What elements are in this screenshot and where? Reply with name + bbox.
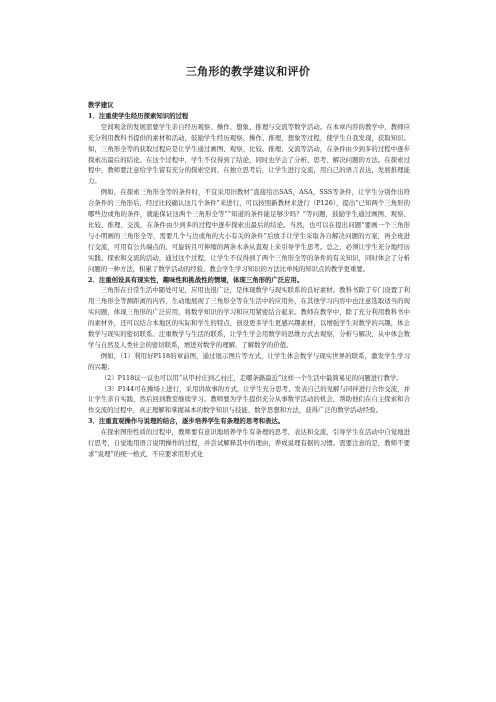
paragraph-2: 例如，在探索三角形全等的条件时，不宜采用旧教材“直接给出SAS，ASA，SSS等条件，让学生分别作出符合条件的三角形后，经过比较确认这几个条件”来进行，可以按照新教材来进行（P126），提出“已知两个三角形的哪些边或角的条件，就能保证这两个三角形全等”“知道的条件能足够少吗？”等问题，鼓励学生通过画图、观察、比较、推理、交流，在条件由少到多的过程中逐步探索出最后的结论。当然，也可以在提出问题“要画一个三角形与小明画的三角形全等，需要几个与边或角的大小有关的条件”后放手让学生采取各自解决问题的方案，再全班进行交流，可用有公共端点的、可旋转且可伸缩的两条木条从直观上来引导学生思考。总之，必须让学生充分地经历实践、探索和交流的活动，通过这个过程，让学生不仅得到了两个三角形全等的条件的有关知识，同时体会了分析问题的一种方法，积累了数学活动的经验，教会学生学习知识的方法比单纯的知识点的教学更重要。 <box>88 188 410 273</box>
document-title: 三角形的教学建议和评价 <box>185 65 311 78</box>
heading-2: 2．注重创设具有现实性，趣味性和挑战性的情境，体现三角形的广泛应用。 <box>88 275 304 284</box>
paragraph-3: 三角形在日常生活中随处可见，应用也很广泛，是体现数学与现实联系的良好素材。教科书除了专门设置了利用三角形全等测距离的内容，生动地展现了三角形全等在生活中的应用外，在其他学习内容中也注意选取适当的现实问题，体现三角形的广泛应用，将数学知识的学习和应用紧密结合起来。教师在教学中，除了充分利用教科书中的素材外，还可以结合本地区的实际和学生的特点，创设更多学生更感兴趣素材，以增强学生对数学的兴趣，体会数学与现实的密切联系。注重数学与生活的联系，让学生学会用数学的思维方式去观察，分析与解决，从中体会数学与自然及人类社会的密切联系，增进对数学的理解，了解数学的价值。 <box>88 286 410 349</box>
document-body <box>88 100 410 460</box>
paragraph-7: 在探索图形性质的过程中，教师要有意识地培养学生有条理的思考、表达和交流，引导学生在活动中自觉地进行思考，自觉地用语言说明操作的过程，并尝试解释其中的理由，养成说理有据的习惯。需要注意的是，教师不要求“说理”的统一格式，不应要求用形式化 <box>88 428 410 458</box>
paragraph-5: （2）P118议一议也可以用“从甲村庄到乙村庄，走哪条路最近”这样一个生活中最简易见的问题进行教学。 <box>100 373 403 382</box>
paragraph-1: 空间观念的发展需要学生亲自经历观察、操作、想象、推理与交流等数学活动。在本章内容的教学中，教师应充分利用教科书提供的素材和活动，鼓励学生经历观察、操作、推理、想象等过程，使学生自我发现，获取知识。如，三角形全等的获取过程应是让学生通过画图、观察、比较、推理、交流等活动，在条件由少到多的过程中逐步探索出最后的结论。在这个过程中，学生不仅得到了结论，同时也学会了分析、思考、解决问题的方法。在探索过程中，教师要注意给学生留有充分的探索空间，在独立思考后，让学生进行交流，用自己的语言表达，发展推理能力。 <box>88 122 410 186</box>
section-label: 教学建议 <box>88 101 114 109</box>
paragraph-4: 例如，（1）利用好P118的章前图，通过展示图片等方式，让学生体会数学与现实世界的联系，激发学生学习的兴趣； <box>88 351 410 371</box>
paragraph-6: （3）P144可在操场上进行，采用讲故事的方式，让学生充分思考、发表自己的见解与同伴进行合作交流，并让学生亲自实践，然后回到教室继续学习。教师要为学生提供充分从事数学活动的机会，帮助他们在自主探索和合作交流的过程中，真正理解和掌握基本的数学知识与技能、数学思想和方法，获得广泛的数学活动经验。 <box>88 384 410 415</box>
heading-3: 3．注重直观操作与说理的结合，逐步培养学生有条理的思考和表达。 <box>88 417 285 426</box>
heading-1: 1．注重使学生经历探索知识的过程 <box>88 111 189 120</box>
